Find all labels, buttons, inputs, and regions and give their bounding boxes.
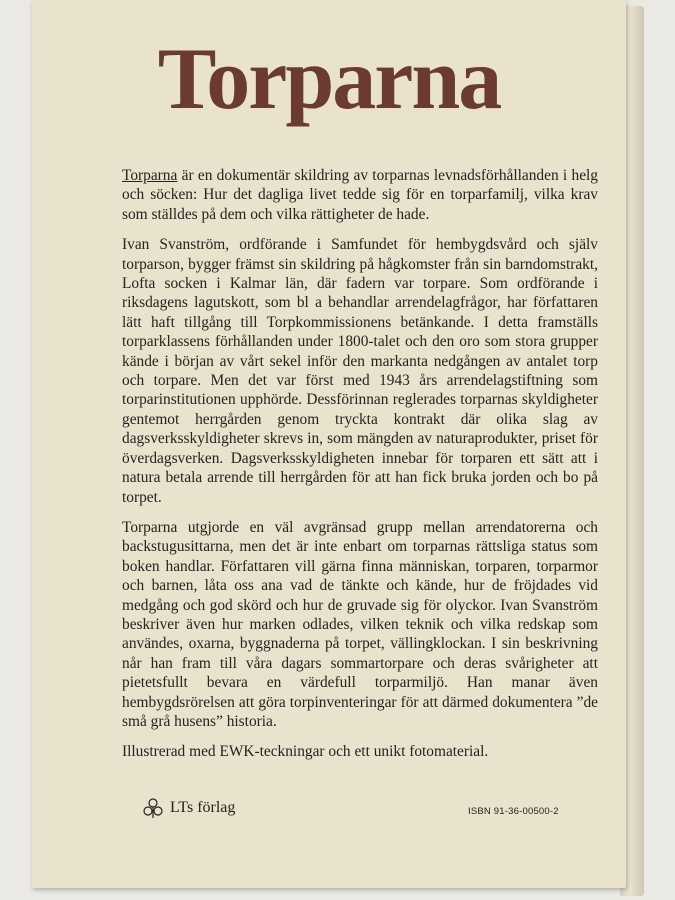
publisher-name: LTs förlag: [170, 799, 236, 816]
publisher-logo-icon: [142, 797, 164, 819]
cover-blurb: [122, 166, 598, 773]
book-title: Torparna: [157, 31, 501, 128]
blurb-paragraph-1-text: är en dokumentär skildring av torparnas levnadsförhållanden i helg och söcken: Hur det dagliga livet tedde sig för en torparfamilj, vilka krav som ställdes på dem och vilka rättigheter de hade.: [122, 167, 598, 223]
blurb-paragraph-2: Ivan Svanström, ordförande i Samfundet för hembygdsvård och själv torparson, bygger främst sin skildring på hågkomster från sin barndomstrakt, Lofta socken i Kalmar län, där fadern var torpare. Som ordförande i riksdagens lagutskott, som bl a behandlar arrendelagfrågor, har författaren lätt haft tillgång till Torpkommissionens betänkande. I detta framställs torparklassens förhållanden under 1800-talet och den oro som stora grupper kände i början av vårt sekel inför den markanta nedgången av antalet torp och torpare. Men det var först med 1943 års arrendelagstiftning som torparinstitutionen upphörde. Dessförinnan reglerades torparnas skyldigheter gentemot herrgården genom tryckta kontrakt där olika slag av dagsverksskyldigheter skrevs in, som mängden av naturaprodukter, priset för överdagsverken. Dagsverksskyldigheten innebar för torparen ett sätt att i natura betala arrende till herrgården för att han fick bruka jorden och bo på torpet.: [122, 236, 598, 506]
isbn-number: ISBN 91-36-00500-2: [468, 806, 559, 817]
blurb-lead-word: Torparna: [122, 167, 178, 184]
blurb-paragraph-4: Illustrerad med EWK-teckningar och ett unikt fotomaterial.: [122, 743, 489, 761]
book-back-cover: [32, 0, 626, 888]
blurb-paragraph-3: Torparna utgjorde en väl avgränsad grupp mellan arrendatorerna och backstugusittarna, men det är inte enbart om torparnas rättsliga status som boken handlar. Författaren vill gärna finna människan, torparen, torparmor och barnen, låta oss ana vad de tänkte och kände, hur de fröjdades vid medgång och god skörd och hur de gruvade sig för olyckor. Ivan Svanström beskriver även hur marken odlades, vilken teknik och vilka redskap som användes, oxarna, byggnaderna på torpet, vällingklockan. I sin beskrivning når han fram till våra dagars sommartorpare och deras svårigheter att pietetsfullt bevara en värdefull torparmiljö. Han manar även hembygdsrörelsen att göra torpinventeringar för att därmed dokumentera ”de små grå husens” historia.: [122, 518, 598, 730]
publisher: [142, 797, 235, 819]
blurb-paragraph-1: [122, 166, 598, 224]
